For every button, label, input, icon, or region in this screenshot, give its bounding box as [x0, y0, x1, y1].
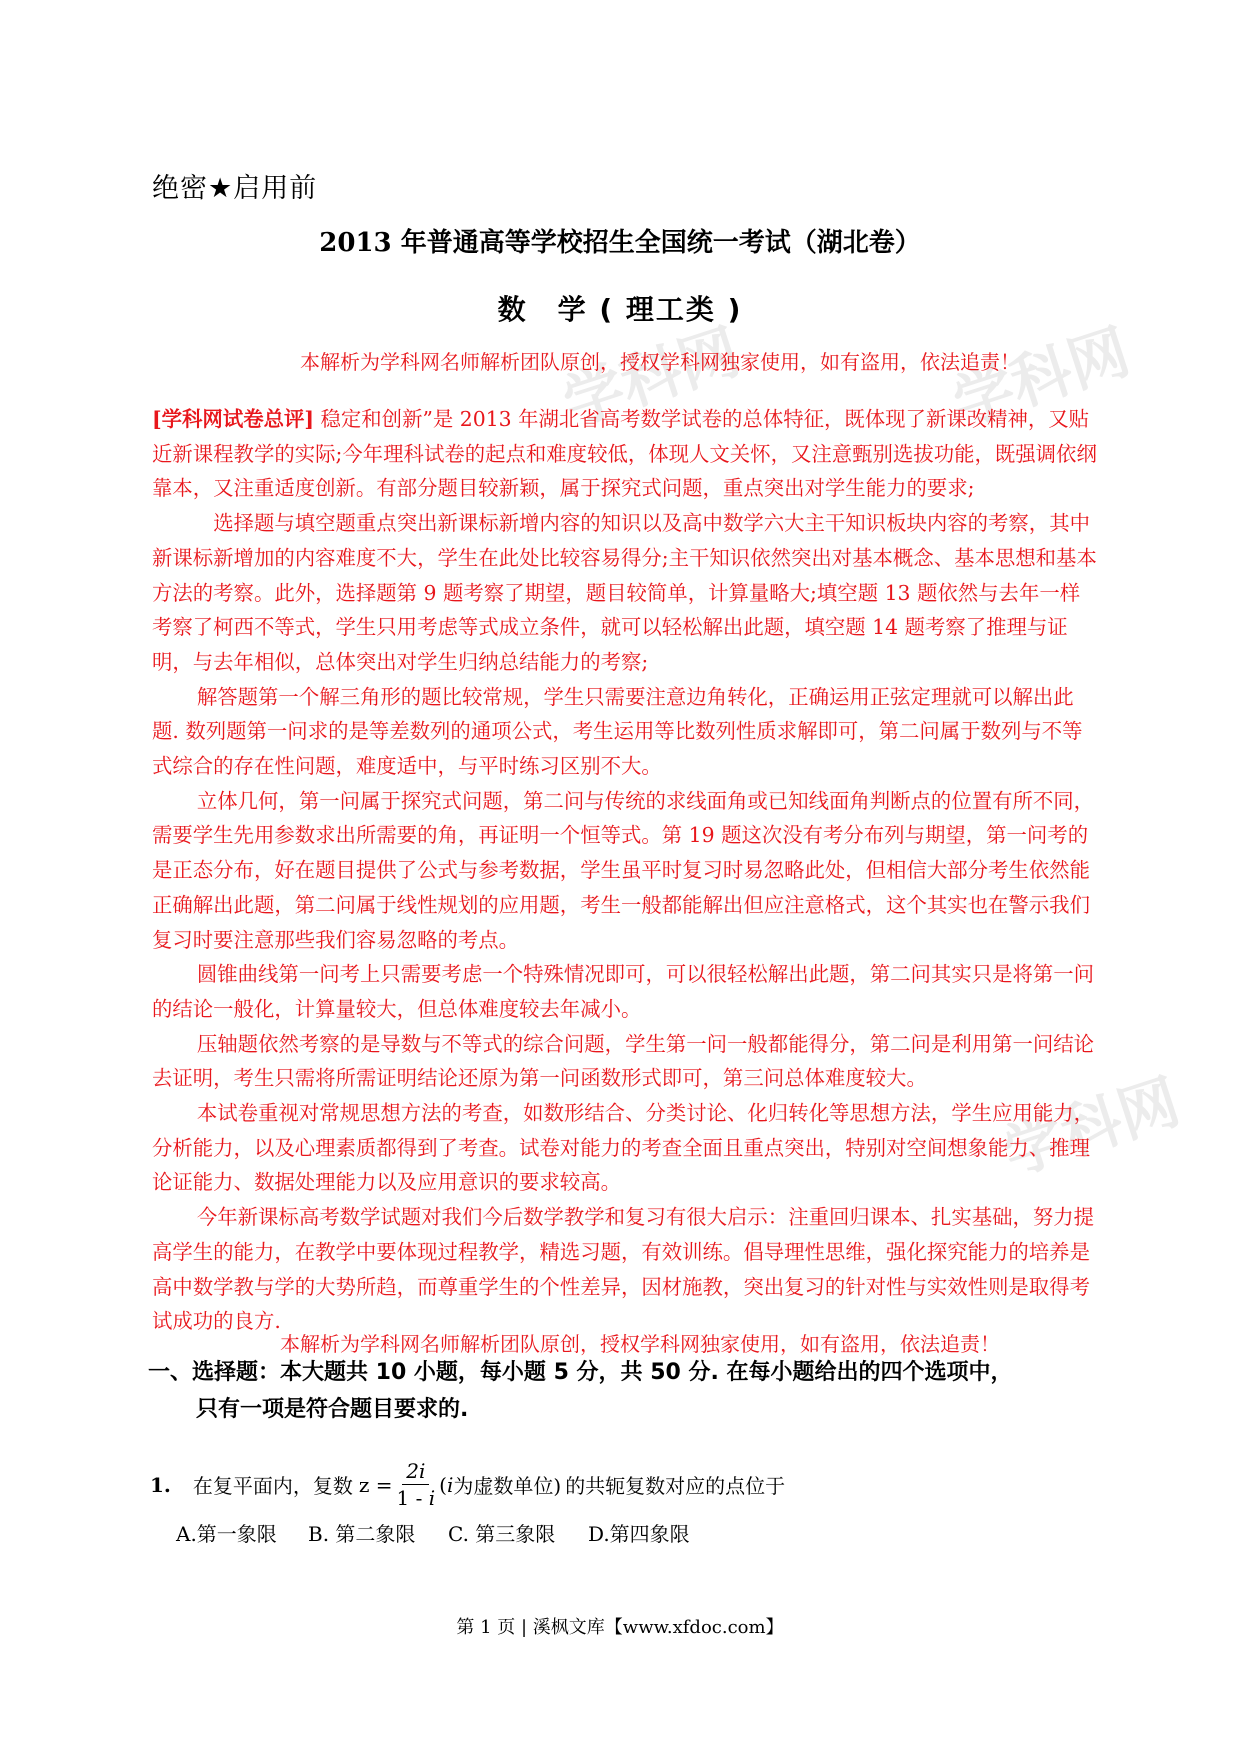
question-1-options	[176, 1518, 690, 1547]
paren-rest: 为虚数单位)	[453, 1474, 562, 1498]
section-heading-line1: 一、选择题：本大题共 10 小题，每小题 5 分，共 50 分. 在每小题给出的四个选项中，	[148, 1360, 1013, 1385]
option-c: C. 第三象限	[448, 1522, 556, 1546]
question-var: z =	[358, 1472, 393, 1497]
summary-text: 稳定和创新”是 2013 年湖北省高考数学试卷的总体特征，既体现了新课改精神，又贴近新课程教学的实际;今年理科试卷的起点和难度较低，体现人文关怀，又注意甄别选拔功能，既强调依纲靠本，又注重适度创新。有部分题目较新颖，属于探究式问题，重点突出对学生能力的要求;	[152, 407, 1097, 501]
option-d: D.第四象限	[588, 1522, 690, 1546]
summary-paragraph	[152, 402, 1100, 506]
exam-summary	[152, 402, 1100, 1339]
summary-paragraph: 圆锥曲线第一问考上只需要考虑一个特殊情况即可，可以很轻松解出此题，第二问其实只是将第一问的结论一般化，计算量较大，但总体难度较去年减小。	[152, 962, 1095, 1021]
denominator-part: 1 -	[396, 1486, 423, 1510]
option-a: A.第一象限	[176, 1522, 277, 1546]
watermark: 学科网	[995, 1066, 1188, 1189]
question-1	[150, 1458, 785, 1511]
copyright-notice-top: 本解析为学科网名师解析团队原创，授权学科网独家使用，如有盗用，依法追责！	[300, 350, 1020, 374]
copyright-notice-bottom: 本解析为学科网名师解析团队原创，授权学科网独家使用，如有盗用，依法追责！	[280, 1332, 1000, 1356]
summary-paragraph: 今年新课标高考数学试题对我们今后数学教学和复习有很大启示：注重回归课本、扎实基础，努力提高学生的能力，在教学中要体现过程教学，精选习题，有效训练。倡导理性思维，强化探究能力的培养是高中数学教与学的大势所趋，而尊重学生的个性差异，因材施教，突出复习的针对性与实效性则是取得考试成功的良方.	[152, 1205, 1095, 1334]
question-number: 1.	[150, 1472, 171, 1497]
summary-paragraph: 立体几何，第一问属于探究式问题，第二问与传统的求线面角或已知线面角判断点的位置有所不同，需要学生先用参数求出所需要的角，再证明一个恒等式。第 19 题这次没有考分布列与期望，第一问考的是正态分布，好在题目提供了公式与参考数据，学生虽平时复习时易忽略此处，但相信大部分考生依然能正确解出此题，第二问属于线性规划的应用题，考生一般都能解出但应注意格式，这个其实也在警示我们复习时要注意那些我们容易忽略的考点。	[152, 788, 1095, 952]
summary-paragraph: 本试卷重视对常规思想方法的考查，如数形结合、分类讨论、化归转化等思想方法，学生应用能力，分析能力，以及心理素质都得到了考查。试卷对能力的考查全面且重点突出，特别对空间想象能力、推理论证能力、数据处理能力以及应用意识的要求较高。	[152, 1101, 1095, 1195]
summary-paragraph: 选择题与填空题重点突出新课标新增内容的知识以及高中数学六大主干知识板块内容的考察，其中新课标新增加的内容难度不大，学生在此处比较容易得分;主干知识依然突出对基本概念、基本思想和基本方法的考察。此外，选择题第 9 题考察了期望，题目较简单，计算量略大;填空题 13 题依然与去年一样考察了柯西不等式，学生只用考虑等式成立条件，就可以轻松解出此题，填空题 14 题考察了推理与证明，与去年相似，总体突出对学生归纳总结能力的考察;	[152, 511, 1097, 674]
section-heading	[148, 1354, 1098, 1428]
fraction-denominator	[397, 1485, 436, 1511]
question-suffix: 的共轭复数对应的点位于	[565, 1474, 786, 1498]
denominator-i: i	[428, 1486, 436, 1510]
summary-tag: [学科网试卷总评]	[152, 407, 315, 431]
secret-label: 绝密★启用前	[152, 173, 318, 204]
paren-open: (	[439, 1472, 447, 1497]
section-heading-line2: 只有一项是符合题目要求的.	[196, 1397, 469, 1422]
paren-i: i	[446, 1472, 454, 1497]
fraction-numerator: 2i	[402, 1458, 429, 1485]
fraction	[397, 1458, 436, 1511]
summary-paragraph: 解答题第一个解三角形的题比较常规，学生只需要注意边角转化，正确运用正弦定理就可以解出此题. 数列题第一问求的是等差数列的通项公式，考生运用等比数列性质求解即可，第二问属于数列与不等式综合的存在性问题，难度适中，与平时练习区别不大。	[152, 684, 1083, 779]
watermark: 学科网	[945, 316, 1138, 439]
page-title: 2013 年普通高等学校招生全国统一考试（湖北卷）	[319, 228, 921, 258]
summary-paragraph: 压轴题依然考察的是导数与不等式的综合问题，学生第一问一般都能得分，第二问是利用第一问结论去证明，考生只需将所需证明结论还原为第一问函数形式即可，第三问总体难度较大。	[152, 1031, 1095, 1091]
question-prefix: 在复平面内，复数	[192, 1474, 353, 1498]
watermark: 学科网	[555, 316, 748, 439]
page-footer: 第 1 页 | 溪枫文库【www.xfdoc.com】	[456, 1617, 784, 1638]
option-b: B. 第二象限	[308, 1522, 416, 1546]
page-subtitle: 数 学 ( 理工类 )	[497, 293, 743, 326]
